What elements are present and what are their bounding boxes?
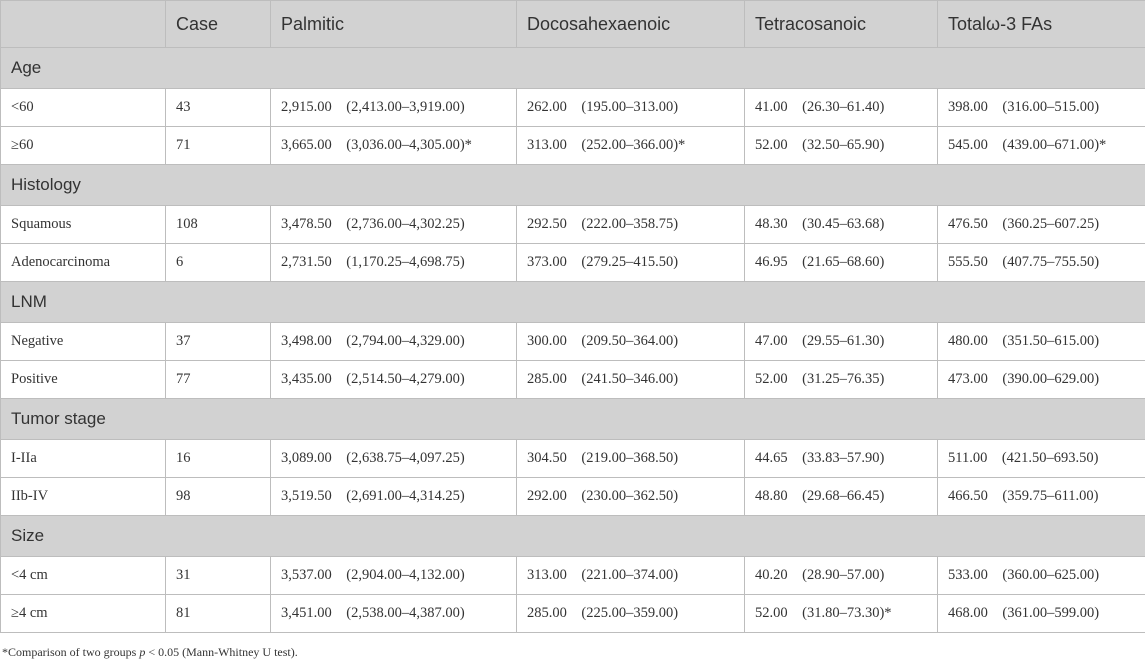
row-label: Positive (1, 361, 166, 399)
row-label: <60 (1, 89, 166, 127)
total-omega3-value: 555.50 (407.75–755.50) (938, 244, 1145, 282)
row-label: ≥60 (1, 127, 166, 165)
case-count: 77 (166, 361, 271, 399)
docosahexaenoic-value: 262.00 (195.00–313.00) (517, 89, 745, 127)
table-row (1, 323, 1145, 361)
row-label: Adenocarcinoma (1, 244, 166, 282)
case-count: 71 (166, 127, 271, 165)
table-row (1, 557, 1145, 595)
table-row (1, 478, 1145, 516)
section-label: Age (1, 48, 1145, 89)
table-row (1, 361, 1145, 399)
total-omega3-value: 466.50 (359.75–611.00) (938, 478, 1145, 516)
palmitic-value: 3,665.00 (3,036.00–4,305.00)* (271, 127, 517, 165)
total-omega3-value: 533.00 (360.00–625.00) (938, 557, 1145, 595)
docosahexaenoic-value: 313.00 (252.00–366.00)* (517, 127, 745, 165)
case-count: 37 (166, 323, 271, 361)
total-omega3-value: 476.50 (360.25–607.25) (938, 206, 1145, 244)
footnote (2, 645, 298, 660)
case-count: 108 (166, 206, 271, 244)
total-omega3-value: 480.00 (351.50–615.00) (938, 323, 1145, 361)
total-omega3-value: 473.00 (390.00–629.00) (938, 361, 1145, 399)
header-total-omega3: Totalω-3 FAs (938, 1, 1145, 48)
palmitic-value: 3,537.00 (2,904.00–4,132.00) (271, 557, 517, 595)
tetracosanoic-value: 48.80 (29.68–66.45) (745, 478, 938, 516)
palmitic-value: 3,519.50 (2,691.00–4,314.25) (271, 478, 517, 516)
table-row (1, 206, 1145, 244)
table-row (1, 244, 1145, 282)
header-tetracosanoic: Tetracosanoic (745, 1, 938, 48)
tetracosanoic-value: 48.30 (30.45–63.68) (745, 206, 938, 244)
palmitic-value: 3,451.00 (2,538.00–4,387.00) (271, 595, 517, 633)
palmitic-value: 3,089.00 (2,638.75–4,097.25) (271, 440, 517, 478)
palmitic-value: 3,435.00 (2,514.50–4,279.00) (271, 361, 517, 399)
palmitic-value: 3,478.50 (2,736.00–4,302.25) (271, 206, 517, 244)
section-label: Size (1, 516, 1145, 557)
row-label: Negative (1, 323, 166, 361)
case-count: 98 (166, 478, 271, 516)
docosahexaenoic-value: 292.50 (222.00–358.75) (517, 206, 745, 244)
tetracosanoic-value: 52.00 (31.25–76.35) (745, 361, 938, 399)
palmitic-value: 3,498.00 (2,794.00–4,329.00) (271, 323, 517, 361)
docosahexaenoic-value: 285.00 (241.50–346.00) (517, 361, 745, 399)
total-omega3-value: 468.00 (361.00–599.00) (938, 595, 1145, 633)
row-label: IIb-IV (1, 478, 166, 516)
palmitic-value: 2,915.00 (2,413.00–3,919.00) (271, 89, 517, 127)
total-omega3-value: 545.00 (439.00–671.00)* (938, 127, 1145, 165)
table-row (1, 127, 1145, 165)
section-label: Histology (1, 165, 1145, 206)
section-row (1, 399, 1145, 440)
header-docosahexaenoic: Docosahexaenoic (517, 1, 745, 48)
case-count: 81 (166, 595, 271, 633)
section-label: LNM (1, 282, 1145, 323)
docosahexaenoic-value: 373.00 (279.25–415.50) (517, 244, 745, 282)
header-case: Case (166, 1, 271, 48)
section-row (1, 516, 1145, 557)
total-omega3-value: 398.00 (316.00–515.00) (938, 89, 1145, 127)
tetracosanoic-value: 41.00 (26.30–61.40) (745, 89, 938, 127)
palmitic-value: 2,731.50 (1,170.25–4,698.75) (271, 244, 517, 282)
table-body (1, 48, 1145, 633)
table-row (1, 440, 1145, 478)
docosahexaenoic-value: 313.00 (221.00–374.00) (517, 557, 745, 595)
section-label: Tumor stage (1, 399, 1145, 440)
header-row (1, 1, 1145, 48)
row-label: <4 cm (1, 557, 166, 595)
case-count: 43 (166, 89, 271, 127)
table-row (1, 89, 1145, 127)
tetracosanoic-value: 40.20 (28.90–57.00) (745, 557, 938, 595)
section-row (1, 282, 1145, 323)
header-palmitic: Palmitic (271, 1, 517, 48)
footnote-prefix: *Comparison of two groups (2, 645, 140, 659)
docosahexaenoic-value: 304.50 (219.00–368.50) (517, 440, 745, 478)
section-row (1, 165, 1145, 206)
docosahexaenoic-value: 292.00 (230.00–362.50) (517, 478, 745, 516)
header-label-column (1, 1, 166, 48)
tetracosanoic-value: 46.95 (21.65–68.60) (745, 244, 938, 282)
footnote-p-symbol: p (139, 645, 146, 659)
tetracosanoic-value: 52.00 (31.80–73.30)* (745, 595, 938, 633)
case-count: 31 (166, 557, 271, 595)
row-label: ≥4 cm (1, 595, 166, 633)
case-count: 6 (166, 244, 271, 282)
row-label: I-IIa (1, 440, 166, 478)
case-count: 16 (166, 440, 271, 478)
docosahexaenoic-value: 300.00 (209.50–364.00) (517, 323, 745, 361)
row-label: Squamous (1, 206, 166, 244)
total-omega3-value: 511.00 (421.50–693.50) (938, 440, 1145, 478)
footnote-suffix: < 0.05 (Mann-Whitney U test). (145, 645, 298, 659)
tetracosanoic-value: 47.00 (29.55–61.30) (745, 323, 938, 361)
section-row (1, 48, 1145, 89)
docosahexaenoic-value: 285.00 (225.00–359.00) (517, 595, 745, 633)
table-row (1, 595, 1145, 633)
tetracosanoic-value: 44.65 (33.83–57.90) (745, 440, 938, 478)
tetracosanoic-value: 52.00 (32.50–65.90) (745, 127, 938, 165)
